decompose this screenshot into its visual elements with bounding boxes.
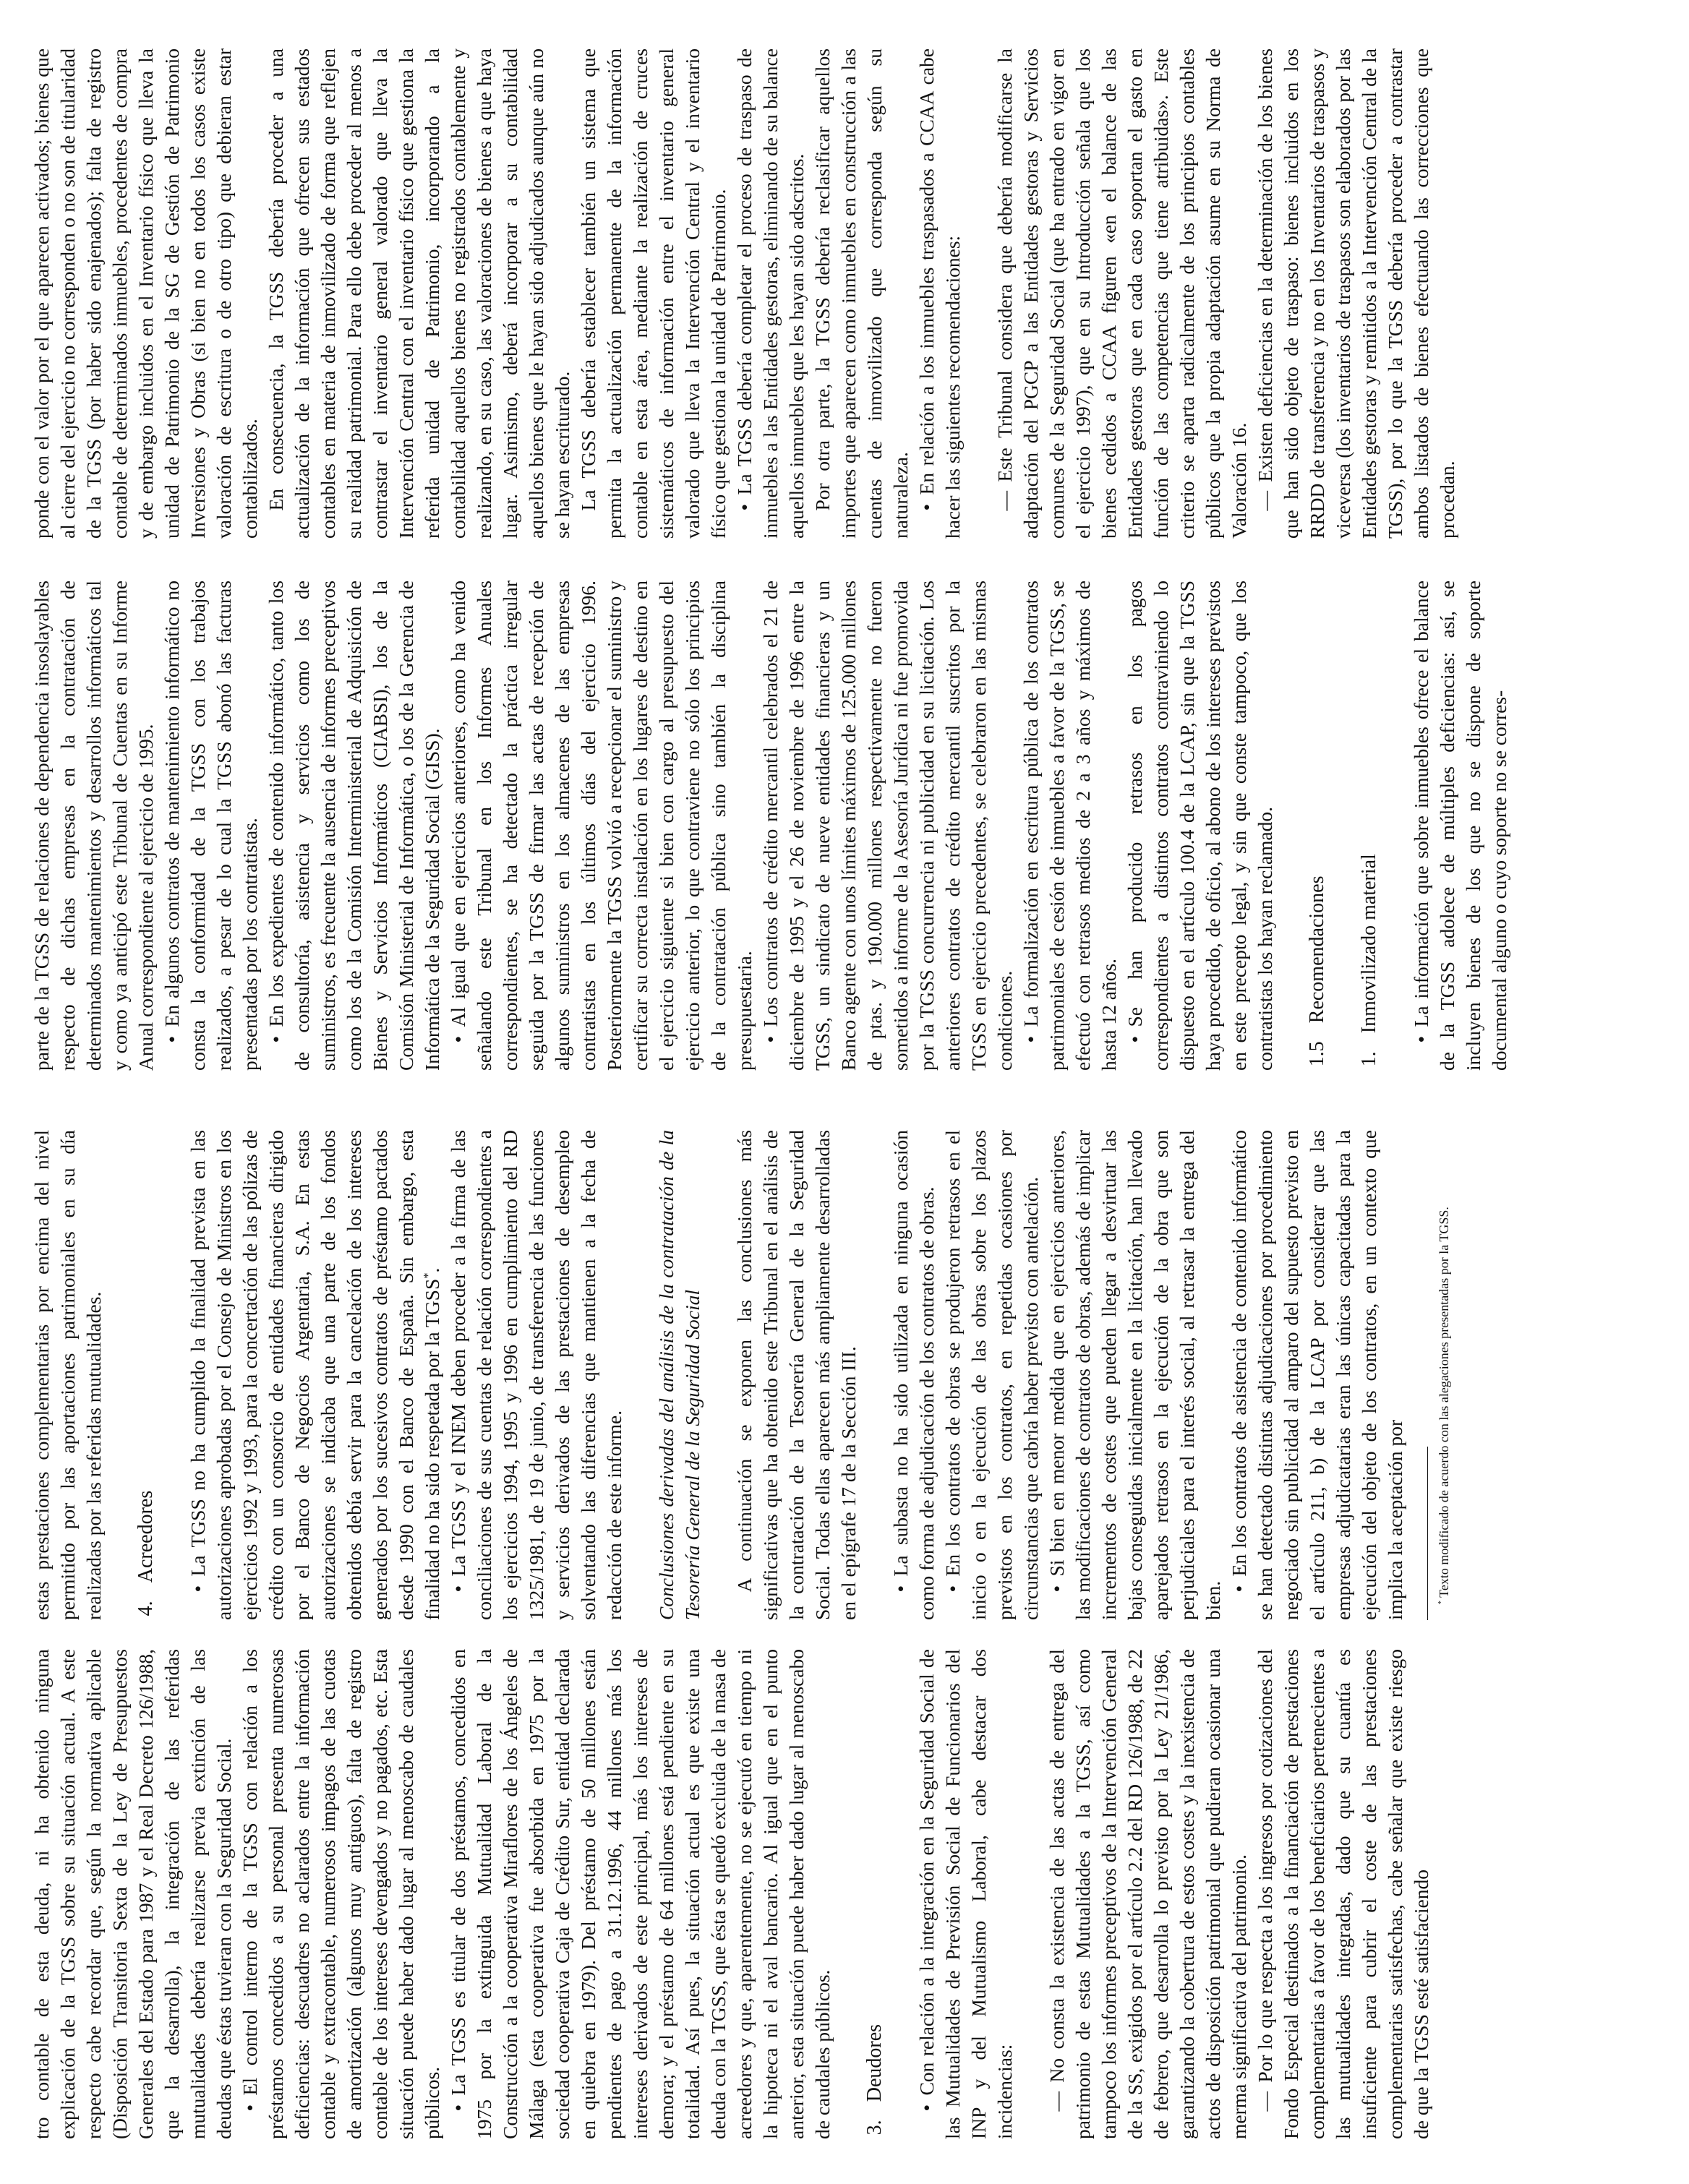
dash-paragraph: — Existen deficiencias en la determinación de los bienes que han sido objeto de traspaso: bienes incluidos en los RRDD de transferencia y no en los Inventarios de traspasos y viceversa (los inventarios de traspasos son elaborados por las Entidades gestoras y remitidos a la Intervención Central de la TGSS), por lo que la TGSS debería proceder a contrastar ambos listados de bienes efectuando las correcciones que procedan. <box>1252 48 1461 539</box>
section-heading-recomendaciones: 1.5Recomendaciones <box>1306 875 1328 1067</box>
dash-paragraph: — Por lo que respecta a los ingresos por cotizaciones del Fondo Especial destinados a la financiación de prestaciones complementarias a favor de los beneficiarios pertenecientes a las mutualidades integradas, dado que su cuantía es insuficiente para cubrir el coste de las prestaciones complementarias satisfechas, cabe señalar que existe riesgo de que la TGSS esté satisfaciendo <box>1252 1649 1434 2139</box>
paragraph: En consecuencia, la TGSS debería proceder a una actualización de la información que ofrecen sus estados contables en materia de inmovilizado de forma que reflejen su realidad patrimonial. Para ello debe proceder al menos a contrastar el inventario general valorado que lleva la Intervención Central con el inventario físico que gestiona la referida unidad de Patrimonio, incorporando a la contabilidad aquellos bienes no registrados contablemente y realizando, en su caso, las valoraciones de bienes a que haya lugar. Asimismo, deberá incorporar a su contabilidad aquellos bienes que le hayan sido adjudicados aunque aún no se hayan escriturado. <box>265 48 573 539</box>
paragraph: A continuación se exponen las conclusiones más significativas que ha obtenido este Tribunal en el análisis de la contratación de la Tesorería General de la Seguridad Social. Todas ellas aparecen más ampliamente desarrolladas en el epígrafe 17 de la Sección III. <box>733 1130 860 1620</box>
bullet-paragraph: • En los contratos de obras se produjeron retrasos en el inicio o en la ejecución de las obras sobre los plazos previstos en los contratos, en repetidas ocasiones por circunstancias que cabría haber previsto con antelación. <box>940 1130 1044 1620</box>
bullet-paragraph: • La TGSS no ha cumplido la finalidad prevista en las autorizaciones aprobadas por el Consejo de Ministros en los ejercicios 1992 y 1993, para la concertación de las pólizas de crédito con un consorcio de entidades financieras dirigido por el Banco de Negocios Argentaria, S.A. En estas autorizaciones se indicaba que una parte de los fondos obtenidos debía servir para la cancelación de los intereses generados por los sucesivos contratos de préstamo pactados desde 1990 con el Banco de España. Sin embargo, esta finalidad no ha sido respetada por la TGSS*. <box>185 1130 445 1620</box>
paragraph: ponde con el valor por el que aparecen activados; bienes que al cierre del ejercicio no corresponden o no son de titularidad de la TGSS (por haber sido enajenados); falta de registro contable de determinados inmuebles, procedentes de compra y de embargo incluidos en el Inventario físico que lleva la unidad de Patrimonio de la SG de Gestión de Patrimonio Inversiones y Obras (si bien no en todos los casos existe valoración de escritura o de otro tipo) que debieran estar contabilizados. <box>30 48 261 539</box>
paragraph: estas prestaciones complementarias por encima del nivel permitido por las aportaciones patrimoniales en su día realizadas por las referidas mutualidades. <box>30 1130 105 1620</box>
bullet-paragraph: • Al igual que en ejercicios anteriores, como ha venido señalando este Tribunal en los Informes Anuales correspondientes, se ha detectado la práctica irregular seguida por la TGSS de firmar las actas de recepción de algunos suministros en los almacenes de las empresas contratistas en los últimos días del ejercicio 1996. Posteriormente la TGSS volvió a recepcionar el suministro y certificar su correcta instalación en los lugares de destino en el ejercicio siguiente si bien con cargo al presupuesto del ejercicio anterior, lo que contraviene no sólo los principios de la contratación pública sino también la disciplina presupuestaria. <box>445 581 758 1071</box>
paragraph: parte de la TGSS de relaciones de dependencia insoslayables respecto de dichas empresas en la contratación de determinados mantenimientos y desarrollos informáticos tal y como ya anticipó este Tribunal de Cuentas en su Informe Anual correspondiente al ejercicio de 1995. <box>30 581 157 1071</box>
dash-paragraph: — Este Tribunal considera que debería modificarse la adaptación del PGCP a las Entidades gestoras y Servicios comunes de la Seguridad Social (que ha entrado en vigor en el ejercicio 1997), que en su Introducción señala que los bienes cedidos a CCAA figuren «en el balance de las Entidades gestoras que en cada caso soportan el gasto en función de las competencias que tiene atribuidas». Este criterio se aparta radicalmente de los principios contables públicos que la propia adaptación asume en su Norma de Valoración 16. <box>992 48 1252 539</box>
bullet-paragraph: • La TGSS es titular de dos préstamos, concedidos en 1975 por la extinguida Mutualidad Laboral de la Construcción a la cooperativa Miraflores de los Ángeles de Málaga (esta cooperativa fue absorbida en 1975 por la sociedad cooperativa Caja de Crédito Sur, entidad declarada en quiebra en 1979). Del préstamo de 50 millones están pendientes de pago a 31.12.1996, 44 millones más los intereses derivados de este principal, más los intereses de demora; y el préstamo de 64 millones está pendiente en su totalidad. Así pues, la situación actual es que existe una deuda con la TGSS, que ésta se quedó excluida de la masa de acreedores y que, aparentemente, no se ejecutó en tiempo ni la hipoteca ni el aval bancario. Al igual que en el punto anterior, esta situación puede haber dado lugar al menoscabo de caudales públicos. <box>445 1649 836 2139</box>
italic-subheading: Conclusiones derivadas del análisis de la contratación de la Tesorería General de la Seguridad Social <box>655 1130 704 1620</box>
bullet-paragraph: • Si bien en menor medida que en ejercicios anteriores, las modificaciones de contratos de obras, además de implicar incrementos de costes que pueden llegar a desvirtuar las bajas conseguidas inicialmente en la licitación, han llevado aparejados retrasos en la ejecución de la obra que son perjudiciales para el interés social, al retrasar la entrega del bien. <box>1044 1130 1226 1620</box>
paragraph: tro contable de esta deuda, ni ha obtenido ninguna explicación de la TGSS sobre su situación actual. A este respecto cabe recordar que, según la normativa aplicable (Disposición Transitoria Sexta de la Ley de Presupuestos Generales del Estado para 1987 y el Real Decreto 126/1988, que la desarrolla), la integración de las referidas mutualidades debería realizarse previa extinción de las deudas que éstas tuvieran con la Seguridad Social. <box>30 1649 235 2139</box>
text-column-1 <box>29 1649 1649 2139</box>
bullet-paragraph: • En los contratos de asistencia de contenido informático se han detectado distintas adjudicaciones por procedimiento negociado sin publicidad al amparo del supuesto previsto en el artículo 211, b) de la LCAP por considerar que las empresas adjudicatarias eran las únicas capacitadas para la ejecución del objeto de los contratos, en un contexto que implica la aceptación por <box>1226 1130 1408 1620</box>
bullet-paragraph: • La formalización en escritura pública de los contratos patrimoniales de cesión de inmuebles a favor de la TGSS, se efectuó con retrasos medios de 2 a 3 años y máximos de hasta 12 años. <box>1018 581 1122 1071</box>
bullet-paragraph: • Con relación a la integración en la Seguridad Social de las Mutualidades de Previsión Social de Funcionarios del INP y del Mutualismo Laboral, cabe destacar dos incidencias: <box>914 1649 1018 2139</box>
section-heading-acreedores: 4.Acreedores <box>134 1490 157 1616</box>
bullet-paragraph: • En relación a los inmuebles traspasados a CCAA cabe hacer las siguientes recomendaciones: <box>914 48 966 539</box>
footnote: * Texto modificado de acuerdo con las alegaciones presentadas por la TGSS. <box>1437 1207 1451 1605</box>
bullet-paragraph: • La TGSS y el INEM deben proceder a la firma de las conciliaciones de sus cuentas de relación correspondientes a los ejercicios 1994, 1995 y 1996 en cumplimiento del RD 1325/1981, de 19 de junio, de transferencia de las funciones y servicios derivados de las prestaciones de desempleo solventando las diferencias que mantienen a la fecha de redacción de este informe. <box>445 1130 628 1620</box>
paragraph: La TGSS debería establecer también un sistema que permita la actualización permanente de la información contable en esta área, mediante la realización de cruces sistemáticos de información entre el inventario general valorado que lleva la Intervención Central y el inventario físico que gestiona la unidad de Patrimonio. <box>577 48 730 539</box>
paragraph: Por otra parte, la TGSS debería reclasificar aquellos importes que aparecen como inmuebles en construcción a las cuentas de inmovilizado que corresponda según su naturaleza. <box>811 48 912 539</box>
bullet-paragraph: • Los contratos de crédito mercantil celebrados el 21 de diciembre de 1995 y el 26 de noviembre de 1996 entre la TGSS, un sindicato de nueve entidades financieras y un Banco agente con unos límites máximos de 125.000 millones de ptas. y 190.000 millones respectivamente no fueron sometidos a informe de la Asesoría Jurídica ni fue promovida por la TGSS concurrencia ni publicidad en su licitación. Los anteriores contratos de crédito mercantil suscritos por la TGSS en ejercicio precedentes, se celebraron en las mismas condiciones. <box>758 581 1018 1071</box>
section-heading-inmovilizado-material: 1.Inmovilizado material <box>1358 854 1380 1067</box>
section-heading-deudores: 3.Deudores <box>863 2024 886 2136</box>
bullet-paragraph: • La TGSS debería completar el proceso de traspaso de inmuebles a las Entidades gestoras, eliminando de su balance aquellos inmuebles que les hayan sido adscritos. <box>732 48 810 539</box>
bullet-paragraph: • La subasta no ha sido utilizada en ninguna ocasión como forma de adjudicación de los contratos de obras. <box>888 1130 940 1620</box>
bullet-paragraph: • El control interno de la TGSS con relación a los préstamos concedidos a su personal presenta numerosas deficiencias: descuadres no aclarados entre la información contable y extracontable, numerosos impagos de las cuotas de amortización (algunos muy antiguos), falta de registro contable de los intereses devengados y no pagados, etc. Esta situación puede haber dado lugar al menoscabo de caudales públicos. <box>237 1649 445 2139</box>
dash-paragraph: — No consta la existencia de las actas de entrega del patrimonio de estas Mutualidades a la TGSS, así como tampoco los informes preceptivos de la Intervención General de la SS, exigidos por el artículo 2.2 del RD 126/1988, de 22 de febrero, que desarrolla lo previsto por la Ley 21/1986, garantizando la cobertura de estos costes y la inexistencia de actos de disposición patrimonial que pudieran ocasionar una merma significativa del patrimonio. <box>1044 1649 1252 2139</box>
bullet-paragraph: • Se han producido retrasos en los pagos correspondientes a distintos contratos contraviniendo lo dispuesto en el artículo 100.4 de la LCAP, sin que la TGSS haya procedido, de oficio, al abono de los intereses previstos en este precepto legal, y sin que conste tampoco, que los contratistas los hayan reclamado. <box>1122 581 1278 1071</box>
text-column-4 <box>29 48 1649 539</box>
bullet-paragraph: • En los expedientes de contenido informático, tanto los de consultoría, asistencia y servicios como los de suministros, es frecuente la ausencia de informes preceptivos como los de la Comisión Interministerial de Adquisición de Bienes y Servicios Informáticos (CIABSI), los de la Comisión Ministerial de Informática, o los de la Gerencia de Informática de la Seguridad Social (GISS). <box>263 581 445 1071</box>
bullet-paragraph: • En algunos contratos de mantenimiento informático no consta la conformidad de la TGSS con los trabajos realizados, a pesar de lo cual la TGSS abonó las facturas presentadas por los contratistas. <box>159 581 263 1071</box>
text-column-2 <box>29 1130 1649 1620</box>
footnote-divider <box>1427 1447 1428 1620</box>
bullet-paragraph: • La información que sobre inmuebles ofrece el balance de la TGSS adolece de múltiples deficiencias: así, se incluyen bienes de los que no se dispone de soporte documental alguno o cuyo soporte no se corres- <box>1408 581 1513 1071</box>
footnote-reference: * <box>420 1272 435 1279</box>
text-column-3 <box>29 581 1649 1071</box>
